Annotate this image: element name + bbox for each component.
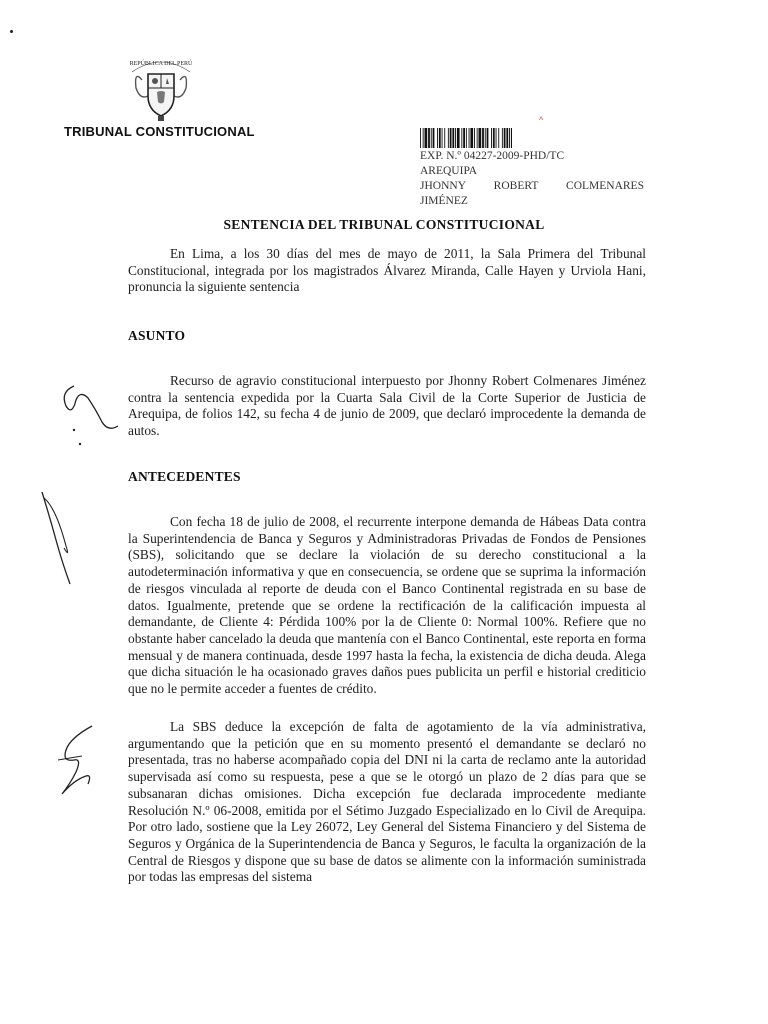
document-title: SENTENCIA DEL TRIBUNAL CONSTITUCIONAL <box>223 217 545 232</box>
red-mark: ^ <box>539 115 544 125</box>
handwritten-signature-mark <box>52 720 108 800</box>
intro-text: En Lima, a los 30 días del mes de mayo de 2011, la Sala Primera del Tribunal Constitucional, integrada por los magistrados Álvarez Miranda, Calle Hayen y Urviola Hani, pronuncia la siguiente sentencia <box>128 246 646 295</box>
scan-dot <box>10 30 13 33</box>
institution-name: TRIBUNAL CONSTITUCIONAL <box>64 124 255 139</box>
intro-paragraph <box>128 246 646 296</box>
svg-text:REPÚBLICA DEL PERÚ: REPÚBLICA DEL PERÚ <box>129 61 193 67</box>
case-number: EXP. N.º 04227-2009-PHD/TC <box>420 150 565 162</box>
antecedentes-paragraph-1 <box>128 514 646 698</box>
party-surname: COLMENARES <box>566 180 644 192</box>
party-second-surname: JIMÉNEZ <box>420 195 468 207</box>
case-location: AREQUIPA <box>420 165 478 177</box>
party-first-name: JHONNY <box>420 180 466 192</box>
asunto-paragraph <box>128 373 646 440</box>
asunto-heading: ASUNTO <box>128 328 186 343</box>
antecedentes-paragraph-2 <box>128 719 646 886</box>
handwritten-initials-mark <box>52 378 132 448</box>
party-name-line <box>420 179 644 194</box>
case-file-block <box>420 149 644 209</box>
antecedentes-text-2: La SBS deduce la excepción de falta de agotamiento de la vía administrativa, argumentando que la petición que en su momento presentó el demandante se declaró no presentada, tras no haberse acompañado copia del DNI ni la carta de reclamo ante la autoridad supervisada así como su respuesta, pese a que se le otorgó un plazo de 2 días para que se subsanaran dichas omisiones. Dicha excepción fue declarada improcedente mediante Resolución N.º 06-2008, emitida por el Sétimo Juzgado Especializado en lo Civil de Arequipa. Por otro lado, sostiene que la Ley 26072, Ley General del Sistema Financiero y del Sistema de Seguros y Orgánica de la Superintendencia de Banca y Seguros, le faculta la organización de la Central de Riesgos y dispone que su base de datos se alimente con la información suministrada por todas las empresas del sistema <box>128 719 646 885</box>
asunto-text: Recurso de agravio constitucional interpuesto por Jhonny Robert Colmenares Jiménez contra la sentencia expedida por la Cuarta Sala Civil de la Corte Superior de Justicia de Arequipa, de folios 142, su fecha 4 de junio de 2009, que declaró improcedente la demanda de autos. <box>128 373 646 439</box>
national-emblem-logo <box>122 50 200 126</box>
antecedentes-heading: ANTECEDENTES <box>128 469 241 484</box>
party-middle-name: ROBERT <box>493 180 539 192</box>
coat-of-arms-icon <box>122 50 200 126</box>
handwritten-stroke-mark <box>36 488 86 588</box>
antecedentes-text-1: Con fecha 18 de julio de 2008, el recurrente interpone demanda de Hábeas Data contra la Superintendencia de Banca y Seguros y Administradoras Privadas de Fondos de Pensiones (SBS), solicitando que se declare la violación de su derecho constitucional a la autodeterminación informativa y que en consecuencia, se ordene que se suprima la información de riesgos vinculada al reporte de deuda con el Banco Continental registrada en su base de datos. Igualmente, pretende que se ordene la rectificación de la calificación impuesta al demandante, de Cliente 4: Pérdida 100% por la de Cliente 0: Normal 100%. Refiere que no obstante haber cancelado la deuda que mantenía con el Banco Continental, este reporta en forma mensual y de manera continuada, desde 1997 hasta la fecha, la existencia de dicha deuda. Alega que dicha situación le ha ocasionado graves daños pues publicita un perfil e historial crediticio que no le permite acceder a fuentes de crédito. <box>128 514 646 697</box>
barcode <box>420 128 512 148</box>
